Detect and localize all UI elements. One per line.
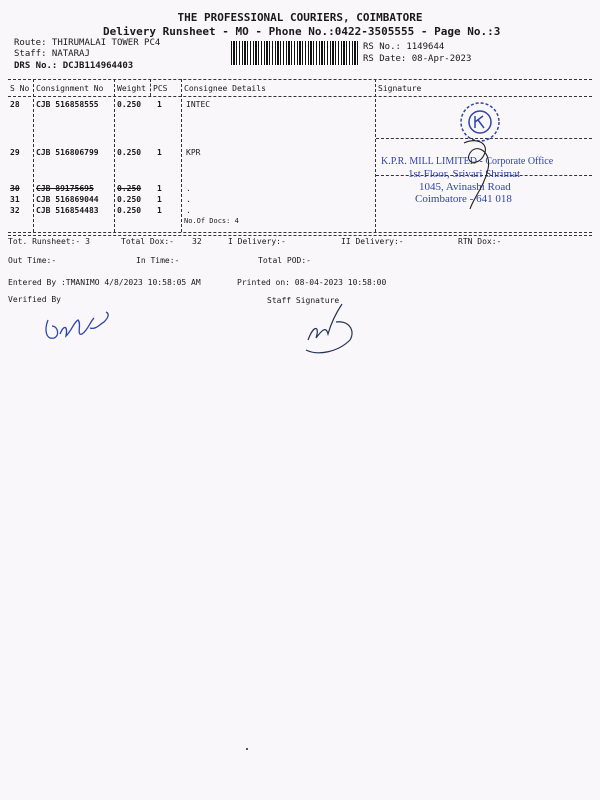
row-consignee: . [186,195,191,204]
row-consignment: CJB 516806799 [36,148,99,157]
row-consignment: CJB 516854483 [36,206,99,215]
row-sno: 28 [10,100,20,109]
row-pcs: 1 [157,206,162,215]
row-consignee: KPR [186,148,201,157]
row-consignment: CJB 516869044 [36,195,99,204]
row-consignee: . [186,184,191,193]
row-pcs: 1 [157,195,162,204]
rtn-dox: RTN Dox:- [458,237,502,246]
total-dox-label: Total Dox:- [121,237,174,246]
row-weight: 0.250 [117,148,142,157]
col-pcs: PCS [153,84,168,93]
row-consignee: INTEC [186,100,211,109]
col-consignment: Consignment No [36,84,104,93]
barcode [231,41,359,65]
staff-signature-label: Staff Signature [267,296,340,305]
verifier-signature [38,308,118,348]
receiver-signature [450,135,510,215]
route-label: Route: THIRUMALAI TOWER PC4 [14,38,161,48]
i-delivery: I Delivery:- [228,237,286,246]
stamp-address-3: Coimbatore - 641 018 [415,193,512,205]
row-sno: 32 [10,206,20,215]
col-sno: S No [10,84,30,93]
stamp-company: K.P.R. MILL LIMITED - Corporate Office [381,156,554,167]
row-consignment: CJB 89175695 [36,184,94,193]
row-sno: 29 [10,148,20,157]
row-sno: 31 [10,195,20,204]
row-pcs: 1 [157,184,162,193]
ii-delivery: II Delivery:- [341,237,404,246]
row-weight: 0.250 [117,184,142,193]
no-of-docs: No.Of Docs: 4 [184,217,239,225]
out-time: Out Time:- [8,256,57,265]
row-weight: 0.250 [117,195,142,204]
rs-date: RS Date: 08-Apr-2023 [363,54,472,64]
total-dox-value: 32 [192,237,202,246]
total-pod: Total POD:- [258,256,311,265]
printed-on: Printed on: 08-04-2023 10:58:00 [237,278,387,287]
row-consignee: . [186,206,191,215]
row-weight: 0.250 [117,206,142,215]
row-pcs: 1 [157,100,162,109]
entered-by: Entered By :TMANIMO 4/8/2023 10:58:05 AM [8,278,201,287]
stamp-address-1: 1st Floor, Srivari Shrimat [408,168,521,180]
rs-number: RS No.: 1149644 [363,42,445,52]
col-signature: Signature [378,84,422,93]
verified-by: Verified By [8,295,61,304]
company-title: THE PROFESSIONAL COURIERS, COIMBATORE [177,11,423,24]
drs-number: DRS No.: DCJB114964403 [14,61,134,71]
col-weight: Weight [117,84,146,93]
col-consignee: Consignee Details [184,84,266,93]
stamp-address-2: 1045, Avinashi Road [419,181,511,193]
staff-signature [298,300,358,360]
row-consignment: CJB 516858555 [36,100,99,109]
in-time: In Time:- [136,256,180,265]
row-weight: 0.250 [117,100,142,109]
staff-label: Staff: NATARAJ [14,49,90,59]
row-sno: 30 [10,184,20,193]
runsheet-subtitle: Delivery Runsheet - MO - Phone No.:0422-3505555 - Page No.:3 [103,25,501,38]
row-pcs: 1 [157,148,162,157]
tot-runsheet: Tot. Runsheet:- 3 [8,237,90,246]
